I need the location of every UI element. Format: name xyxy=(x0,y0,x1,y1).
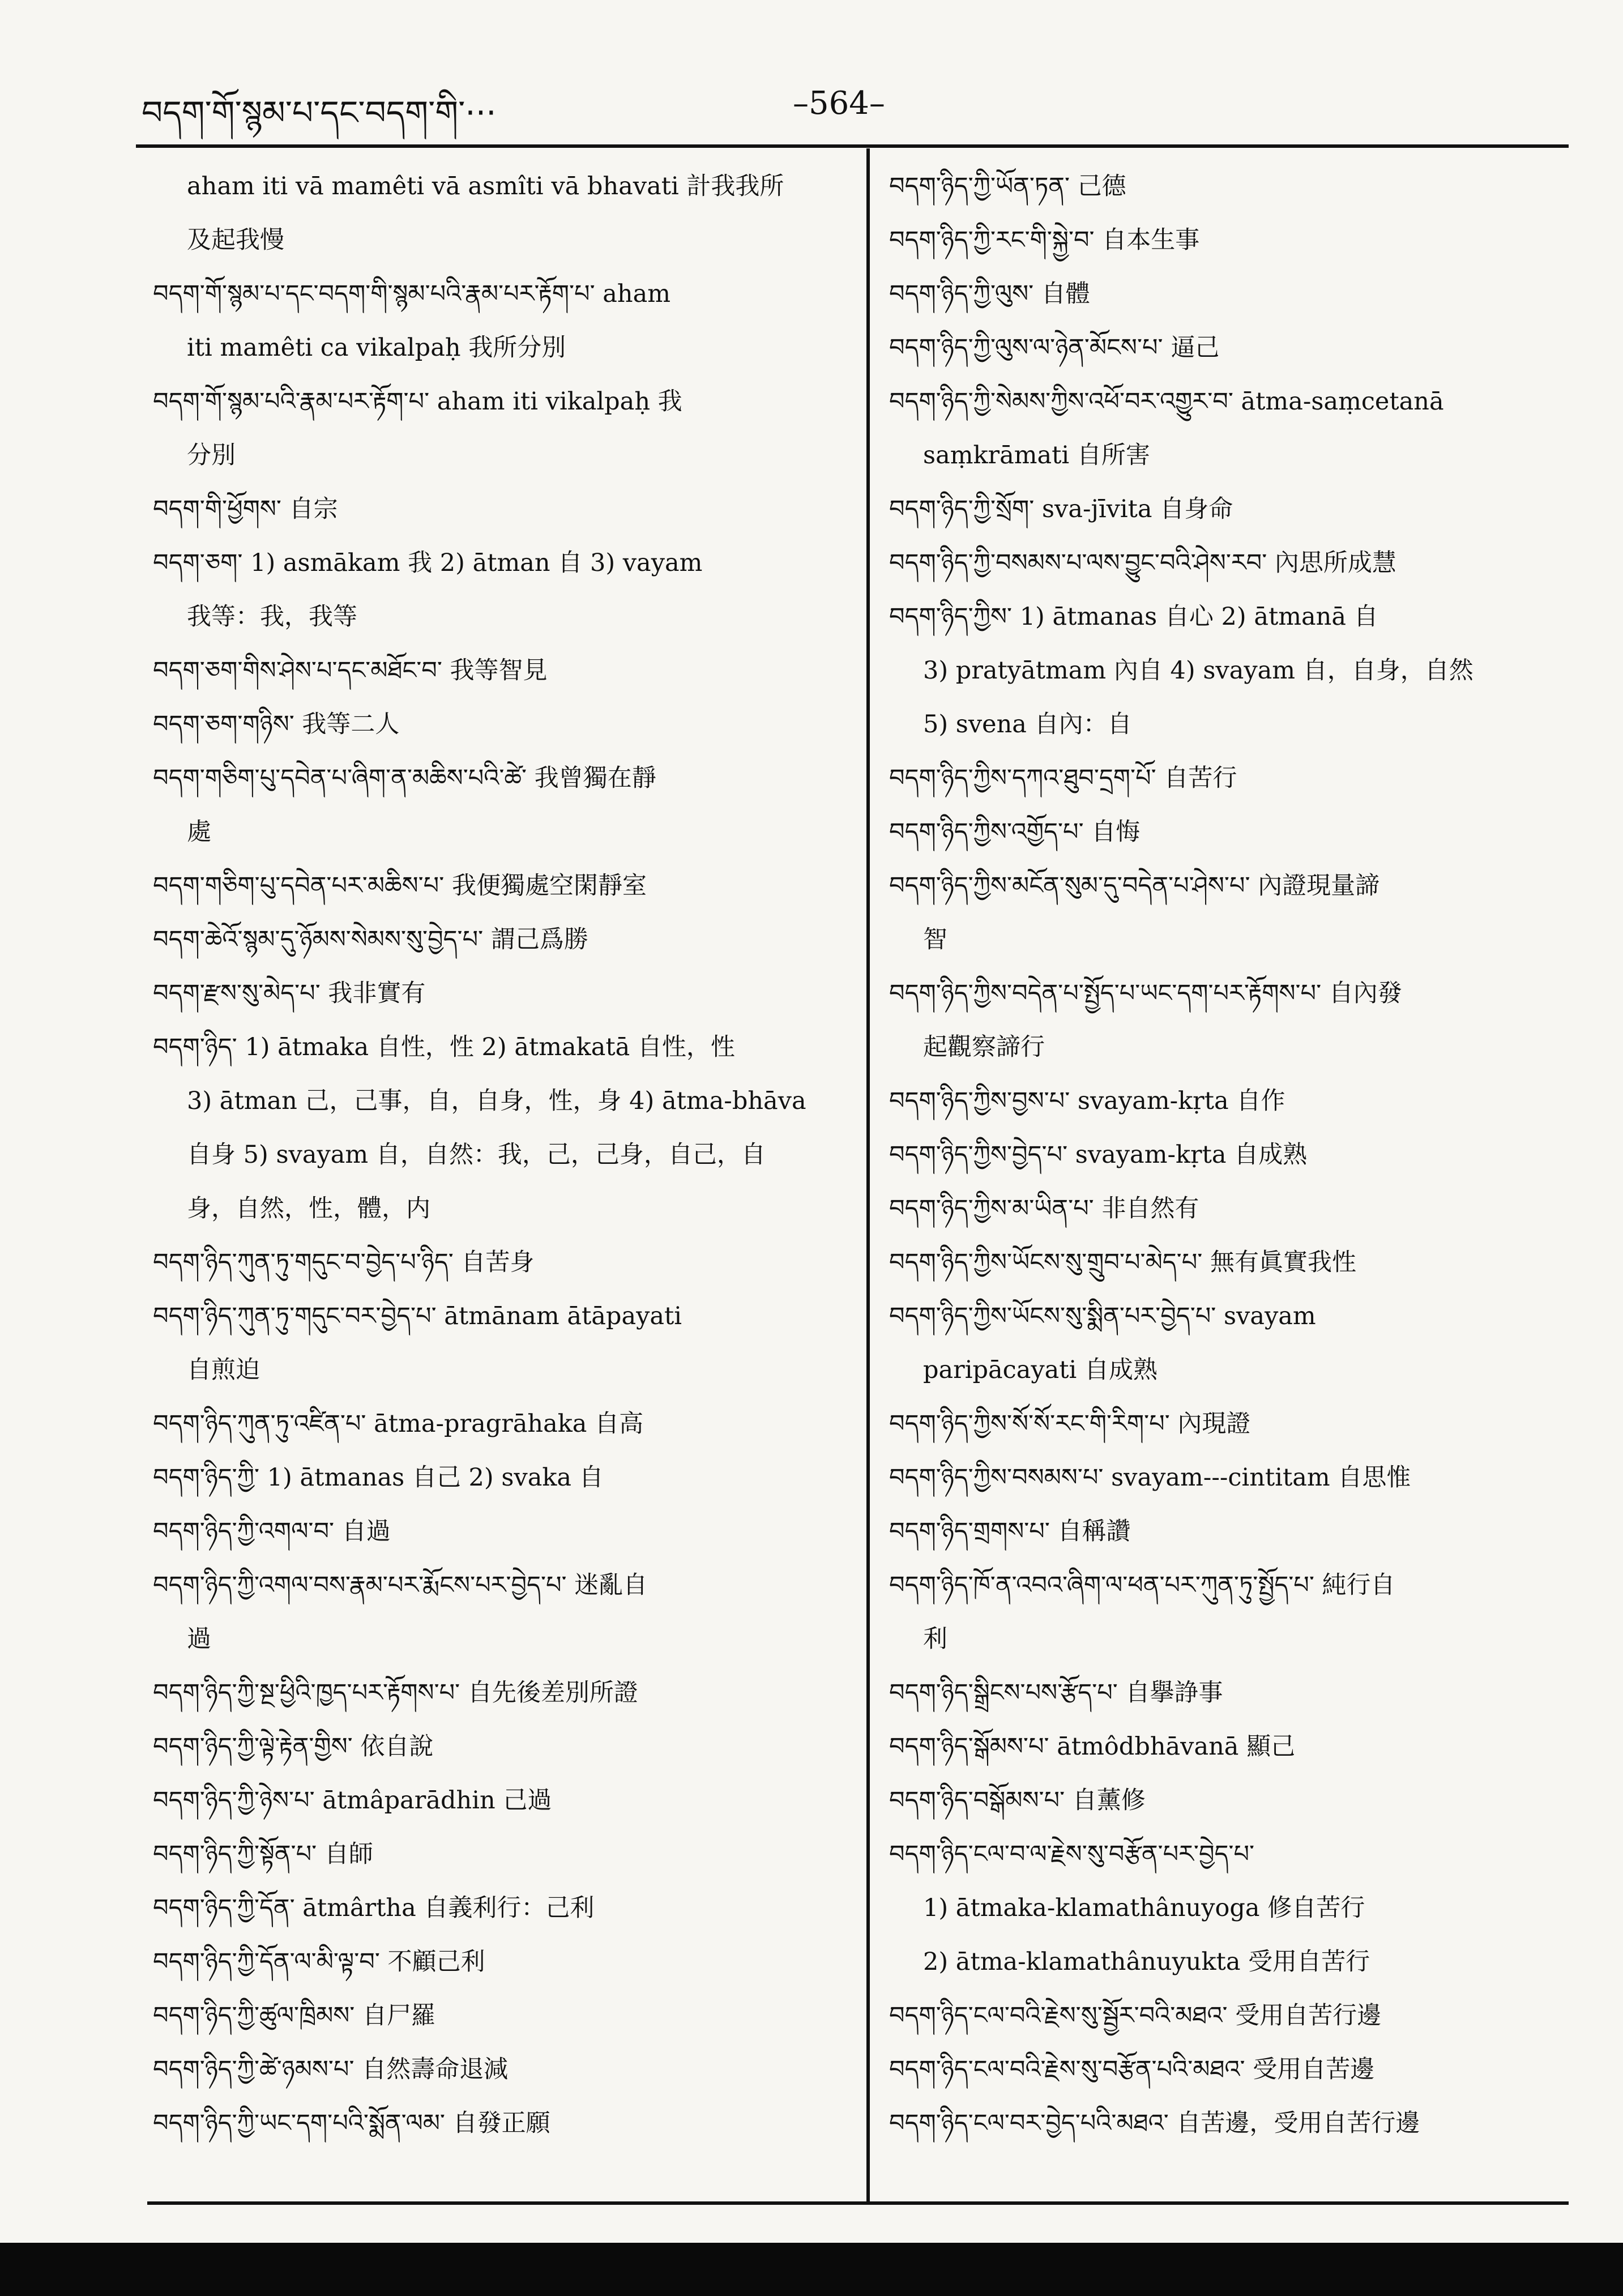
dictionary-entry: བདག་ཉིད་ 1) ātmaka 自性，性 2) ātmakatā 自性，性 xyxy=(153,1033,735,1061)
dictionary-entry: བདག་ཉིད་ཀྱི་ཉེས་པ་ ātmâparādhin 己過 xyxy=(153,1786,552,1815)
dictionary-entry: བདག་ཉིད་ཀྱི་ལུས་ 自體 xyxy=(889,280,1090,308)
entry-continuation: aham iti vā mamêti vā asmîti vā bhavati 計我我所 xyxy=(187,172,784,200)
dictionary-entry: བདག་ཉིད་ཀྱི་སེམས་ཀྱིས་འཕོ་བར་འགྱུར་བ་ ātma-saṃcetanā xyxy=(889,387,1444,416)
page-number: –564– xyxy=(793,85,885,122)
dictionary-entry: བདག་ཉིད་ཀྱི་བསམས་པ་ལས་བྱུང་བའི་ཤེས་རབ་ 內思所成慧 xyxy=(889,549,1396,577)
entry-continuation: 及起我慢 xyxy=(187,226,284,254)
dictionary-entry: བདག་ཉིད་སྒོམས་པ་ ātmôdbhāvanā 顯己 xyxy=(889,1732,1296,1761)
entry-continuation: 自身 5) svayam 自，自然：我，己，己身，自己，自 xyxy=(187,1141,766,1169)
dictionary-entry: བདག་ཉིད་ཀྱི་ཡོན་ཏན་ 己德 xyxy=(889,172,1126,200)
left-column xyxy=(153,160,878,2150)
dictionary-entry: བདག་ཉིད་ངལ་བ་ལ་རྗེས་སུ་བརྩོན་པར་བྱེད་པ་ xyxy=(889,1840,1255,1868)
entry-continuation: 處 xyxy=(187,818,211,846)
dictionary-entry: བདག་ཉིད་བསྒོམས་པ་ 自薰修 xyxy=(889,1786,1146,1815)
dictionary-entry: བདག་ཅག་གིས་ཤེས་པ་དང་མཐོང་བ་ 我等智見 xyxy=(153,656,548,685)
dictionary-entry: བདག་ཉིད་ཀྱི་ལུས་ལ་ཉེན་མོངས་པ་ 逼己 xyxy=(889,334,1220,362)
dictionary-entry: བདག་ཉིད་ཀྱི་རང་གི་སྐྱེ་བ་ 自本生事 xyxy=(889,226,1200,254)
dictionary-entry: བདག་ཉིད་ཀྱིས་བྱས་པ་ svayam-kṛta 自作 xyxy=(889,1087,1285,1115)
dictionary-entry: བདག་རྫས་སུ་མེད་པ་ 我非實有 xyxy=(153,979,426,1008)
dictionary-entry: བདག་གཅིག་པུ་དབེན་པ་ཞིག་ན་མཆིས་པའི་ཚེ་ 我曾獨在靜 xyxy=(153,764,656,792)
dictionary-entry: བདག་ཉིད་ཀྱིས་བསམས་པ་ svayam---cintitam 自思惟 xyxy=(889,1463,1411,1492)
dictionary-entry: བདག་གོ་སྙམ་པ་དང་བདག་གི་སྙམ་པའི་རྣམ་པར་རྟོག་པ་ aham xyxy=(153,280,671,308)
dictionary-entry: བདག་ཆེའོ་སྙམ་དུ་ཉོམས་སེམས་སུ་བྱེད་པ་ 謂己爲勝 xyxy=(153,925,588,954)
entry-continuation: 5) svena 自內：自 xyxy=(923,710,1132,739)
dictionary-entry: བདག་ཉིད་ངལ་བའི་རྗེས་སུ་སྦྱོར་བའི་མཐའ་ 受用自苦行邊 xyxy=(889,2001,1382,2030)
dictionary-entry: བདག་ཉིད་ཀྱིས་ཡོངས་སུ་སྨིན་པར་བྱེད་པ་ svayam xyxy=(889,1302,1316,1330)
dictionary-entry: བདག་ཉིད་ཀྱི་ཚེ་ཉམས་པ་ 自然壽命退減 xyxy=(153,2055,509,2084)
dictionary-entry: བདག་ཉིད་ཀྱིས་མངོན་སུམ་དུ་བདེན་པ་ཤེས་པ་ 內證現量諦 xyxy=(889,872,1380,900)
entry-continuation: saṃkrāmati 自所害 xyxy=(923,441,1150,470)
footer-rule xyxy=(147,2201,1569,2205)
dictionary-entry: བདག་ཉིད་ཀྱི་ཡང་དག་པའི་སྨོན་ལམ་ 自發正願 xyxy=(153,2109,550,2137)
entry-continuation: iti mamêti ca vikalpaḥ 我所分別 xyxy=(187,334,566,362)
dictionary-entry: བདག་ཉིད་ཀྱིས་དཀའ་ཐུབ་དྲག་པོ་ 自苦行 xyxy=(889,764,1237,792)
dictionary-entry: བདག་ཉིད་སྒྲིངས་པས་རྩོད་པ་ 自擧諍事 xyxy=(889,1679,1223,1707)
entry-continuation: 分別 xyxy=(187,441,236,470)
dictionary-entry: བདག་ཉིད་ངལ་བར་བྱེད་པའི་མཐའ་ 自苦邊，受用自苦行邊 xyxy=(889,2109,1420,2137)
dictionary-entry: བདག་ཉིད་ཀྱི་འགལ་བས་རྣམ་པར་རྨོངས་པར་བྱེད་པ་ 迷亂自 xyxy=(153,1571,648,1599)
dictionary-entry: བདག་ཉིད་ཀུན་ཏུ་གདུང་བར་བྱེད་པ་ ātmānam ātāpayati xyxy=(153,1302,682,1330)
entry-continuation: 智 xyxy=(923,925,947,954)
dictionary-entry: བདག་ཉིད་ཁོ་ན་འབའ་ཞིག་ལ་ཕན་པར་ཀུན་ཏུ་སྤྱོད་པ་ 純行自 xyxy=(889,1571,1395,1599)
scan-edge-band xyxy=(0,2243,1623,2296)
dictionary-entry: བདག་ཉིད་ཀྱི་དོན་ལ་མི་ལྟ་བ་ 不顧己利 xyxy=(153,1948,485,1976)
dictionary-entry: བདག་ཉིད་ཀྱི་སྔ་ཕྱིའི་ཁྱད་པར་རྟོགས་པ་ 自先後差別所證 xyxy=(153,1679,638,1707)
right-column xyxy=(889,160,1614,2150)
dictionary-entry: བདག་ཉིད་ངལ་བའི་རྗེས་སུ་བརྩོན་པའི་མཐའ་ 受用自苦邊 xyxy=(889,2055,1375,2084)
dictionary-entry: བདག་གཅིག་པུ་དབེན་པར་མཆིས་པ་ 我便獨處空閑靜室 xyxy=(153,872,647,900)
dictionary-entry: བདག་ཉིད་ཀྱིས་མ་ཡིན་པ་ 非自然有 xyxy=(889,1194,1199,1223)
entry-continuation: 利 xyxy=(923,1625,947,1653)
dictionary-entry: བདག་ཉིད་ཀྱིས་ 1) ātmanas 自心 2) ātmanā 自 xyxy=(889,603,1378,631)
entry-continuation: 2) ātma-klamathânuyukta 受用自苦行 xyxy=(923,1948,1370,1976)
entry-continuation: paripācayati 自成熟 xyxy=(923,1356,1158,1384)
dictionary-entry: བདག་ཉིད་ཀུན་ཏུ་འཛིན་པ་ ātma-pragrāhaka 自高 xyxy=(153,1410,644,1438)
dictionary-entry: བདག་ཉིད་ཀྱིས་འགྱོད་པ་ 自悔 xyxy=(889,818,1141,846)
dictionary-entry: བདག་ཉིད་ཀྱི་ལྟེ་རྟེན་གྱིས་ 依自說 xyxy=(153,1732,434,1761)
dictionary-entry: བདག་ཉིད་ཀྱི་འགལ་བ་ 自過 xyxy=(153,1517,391,1546)
dictionary-entry: བདག་ཉིད་ཀྱིས་ཡོངས་སུ་གྲུབ་པ་མེད་པ་ 無有眞實我性 xyxy=(889,1248,1356,1277)
header-rule xyxy=(136,144,1569,148)
dictionary-entry: བདག་ཉིད་ཀྱི་ 1) ātmanas 自己 2) svaka 自 xyxy=(153,1463,604,1492)
dictionary-entry: བདག་གི་ཕྱོགས་ 自宗 xyxy=(153,495,338,523)
dictionary-entry: བདག་ཉིད་ཀུན་ཏུ་གདུང་བ་བྱེད་པ་ཉིད་ 自苦身 xyxy=(153,1248,535,1277)
entry-continuation: 3) pratyātmam 內自 4) svayam 自，自身，自然 xyxy=(923,656,1473,685)
dictionary-entry: བདག་ཉིད་ཀྱི་སྟོན་པ་ 自師 xyxy=(153,1840,373,1868)
running-head: བདག་གོ་སྙམ་པ་དང་བདག་གི་··· xyxy=(142,93,497,132)
entry-continuation: 1) ātmaka-klamathânuyoga 修自苦行 xyxy=(923,1894,1365,1922)
dictionary-entry: བདག་ཉིད་ཀྱིས་བདེན་པ་སྤྱོད་པ་ཡང་དག་པར་རྟོགས་པ་ 自內發 xyxy=(889,979,1402,1008)
dictionary-entry: བདག་ཉིད་ཀྱིས་བྱེད་པ་ svayam-kṛta 自成熟 xyxy=(889,1141,1308,1169)
dictionary-entry: བདག་གོ་སྙམ་པའི་རྣམ་པར་རྟོག་པ་ aham iti vikalpaḥ 我 xyxy=(153,387,682,416)
dictionary-entry: བདག་ཉིད་གྲགས་པ་ 自稱讚 xyxy=(889,1517,1131,1546)
dictionary-entry: བདག་ཉིད་ཀྱིས་སོ་སོ་རང་གི་རིག་པ་ 內現證 xyxy=(889,1410,1251,1438)
entry-continuation: 身，自然，性，體，内 xyxy=(187,1194,430,1223)
entry-continuation: 3) ātman 己，己事，自，自身，性，身 4) ātma-bhāva xyxy=(187,1087,806,1115)
entry-continuation: 我等：我，我等 xyxy=(187,603,357,631)
dictionary-entry: བདག་ཅག་ 1) asmākam 我 2) ātman 自 3) vayam xyxy=(153,549,703,577)
dictionary-entry: བདག་ཅག་གཉིས་ 我等二人 xyxy=(153,710,400,739)
dictionary-entry: བདག་ཉིད་ཀྱི་དོན་ ātmârtha 自義利行：己利 xyxy=(153,1894,595,1922)
entry-continuation: 起觀察諦行 xyxy=(923,1033,1045,1061)
dictionary-entry: བདག་ཉིད་ཀྱི་སྲོག་ sva-jīvita 自身命 xyxy=(889,495,1233,523)
dictionary-entry: བདག་ཉིད་ཀྱི་ཚུལ་ཁྲིམས་ 自尸羅 xyxy=(153,2001,436,2030)
entry-continuation: 過 xyxy=(187,1625,211,1653)
entry-continuation: 自煎迫 xyxy=(187,1356,260,1384)
